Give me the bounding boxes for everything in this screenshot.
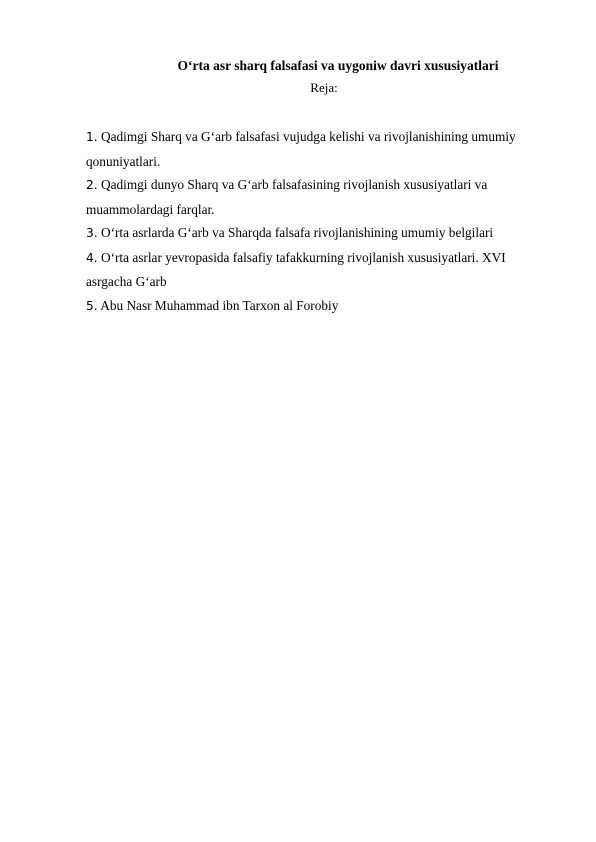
plan-list <box>86 125 556 318</box>
plan-item-2 <box>86 173 556 221</box>
plan-item-text: Qadimgi Sharq va G‘arb falsafasi vujudga kelishi va rivojlanishining umumiy <box>100 129 516 144</box>
plan-item-4 <box>86 246 556 294</box>
plan-heading: Reja: <box>310 80 338 95</box>
plan-item-line <box>86 125 556 150</box>
plan-item-text: Qadimgi dunyo Sharq va G‘arb falsafasining rivojlanish xususiyatlari va <box>100 177 488 192</box>
plan-item-line <box>86 246 556 271</box>
plan-item-number: 2. <box>86 178 98 192</box>
plan-item-text: muammolardagi farqlar. <box>86 201 215 217</box>
plan-item-text: qonuniyatlari. <box>86 153 161 169</box>
plan-item-line <box>86 221 556 246</box>
plan-item-text: O‘rta asrlarda G‘arb va Sharqda falsafa rivojlanishining umumiy belgilari <box>100 225 494 240</box>
plan-item-number: 4. <box>86 250 98 265</box>
document-title: O‘rta asr sharq falsafasi va uygoniw davri xususiyatlari <box>177 58 499 73</box>
plan-item-text: asrgacha G‘arb <box>86 274 167 289</box>
plan-item-5 <box>86 294 556 319</box>
plan-item-1 <box>86 125 556 173</box>
plan-item-line <box>86 173 556 198</box>
plan-item-number: 1. <box>86 130 98 144</box>
plan-item-number: 3. <box>86 226 98 240</box>
plan-item-3 <box>86 221 556 246</box>
plan-item-line <box>86 294 556 319</box>
plan-item-text: Abu Nasr Muhammad ibn Tarxon al Forobiy <box>100 297 339 313</box>
plan-item-text: O‘rta asrlar yevropasida falsafiy tafakkurning rivojlanish xususiyatlari. XVI <box>100 249 506 265</box>
plan-item-number: 5. <box>86 298 98 313</box>
